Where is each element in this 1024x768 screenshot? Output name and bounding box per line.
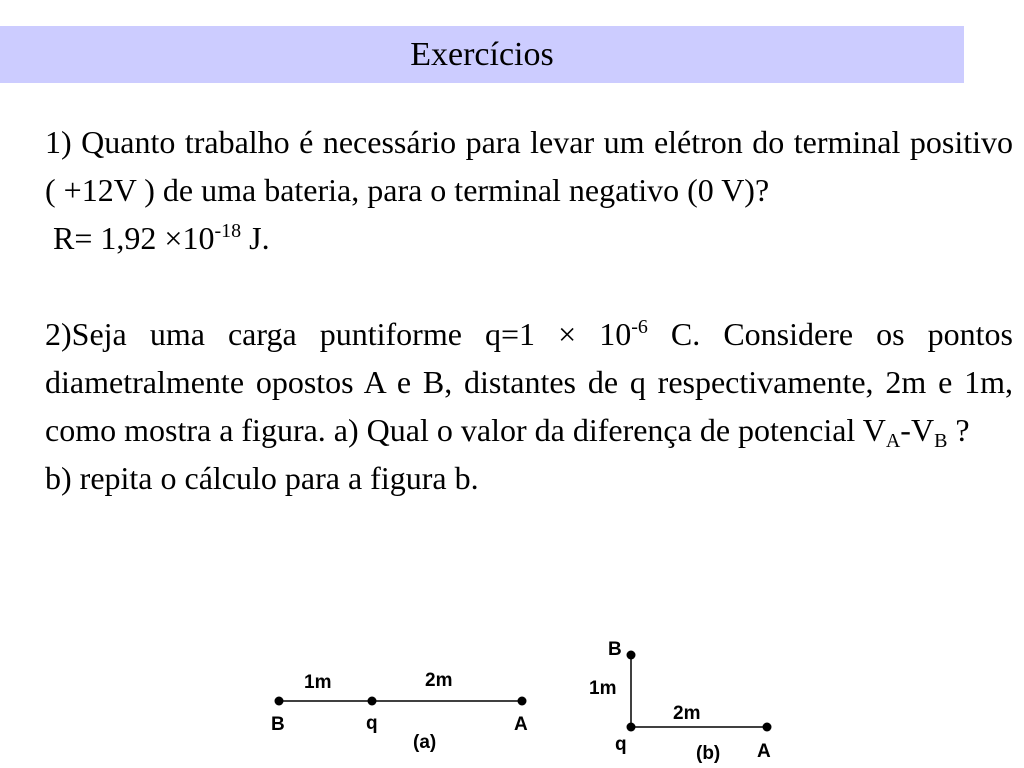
exercise-2-exponent: -6 (631, 316, 648, 338)
exercise-2-part1: 2)Seja uma carga puntiforme q=1 × 10 (45, 316, 632, 352)
figure-a-dist-2: 2m (425, 670, 453, 691)
figure-b-dist-2: 2m (673, 703, 701, 724)
figure-a-point-a (518, 697, 527, 706)
exercise-2-part2: C. Considere os pontos diametralmente opostos A e B, distantes de q respectivamente, 2m e 1m, como mostra a figura. a) Qual o valor da diferença de potencial V (45, 316, 1013, 448)
page-title: Exercícios (410, 36, 554, 73)
exercise-1-answer (45, 214, 1013, 262)
figure-b (589, 639, 772, 764)
exercise-1-text (45, 118, 1013, 214)
exercise-content (45, 118, 1013, 502)
figure-b-label-b: B (608, 639, 622, 660)
subscript-b: B (934, 430, 948, 452)
figure-b-point-q (627, 723, 636, 732)
figure-a (271, 670, 528, 753)
exercise-1-question: 1) Quanto trabalho é necessário para levar um elétron do terminal positivo ( +12V ) de uma bateria, para o terminal negativo (0 V)? (45, 124, 1013, 208)
exercise-2-part-b: b) repita o cálculo para a figura b. (45, 460, 479, 496)
figure-a-dist-1: 1m (304, 672, 332, 693)
subscript-a: A (885, 430, 901, 452)
figure-a-label-a: A (514, 714, 528, 735)
figure-a-point-q (368, 697, 377, 706)
answer-suffix: J. (241, 220, 270, 256)
spacer (45, 262, 1013, 310)
exercise-2-dash: -V (900, 412, 935, 448)
figure-a-label-q: q (366, 713, 378, 734)
charge-figure (260, 630, 800, 768)
answer-prefix: R= 1,92 ×10 (53, 220, 215, 256)
figure-b-point-b (627, 651, 636, 660)
title-bar (0, 26, 964, 83)
figure-b-caption: (b) (696, 743, 721, 764)
figure-b-label-a: A (757, 741, 771, 762)
figure-a-caption: (a) (413, 732, 437, 753)
exercise-2-part3: ? (947, 412, 970, 448)
figure-a-label-b: B (271, 714, 285, 735)
figure-b-label-q: q (615, 734, 627, 755)
exercise-2-text (45, 310, 1013, 454)
figure-a-point-b (275, 697, 284, 706)
figure-b-point-a (763, 723, 772, 732)
answer-exponent: -18 (214, 220, 242, 242)
figure-b-dist-1: 1m (589, 678, 617, 699)
